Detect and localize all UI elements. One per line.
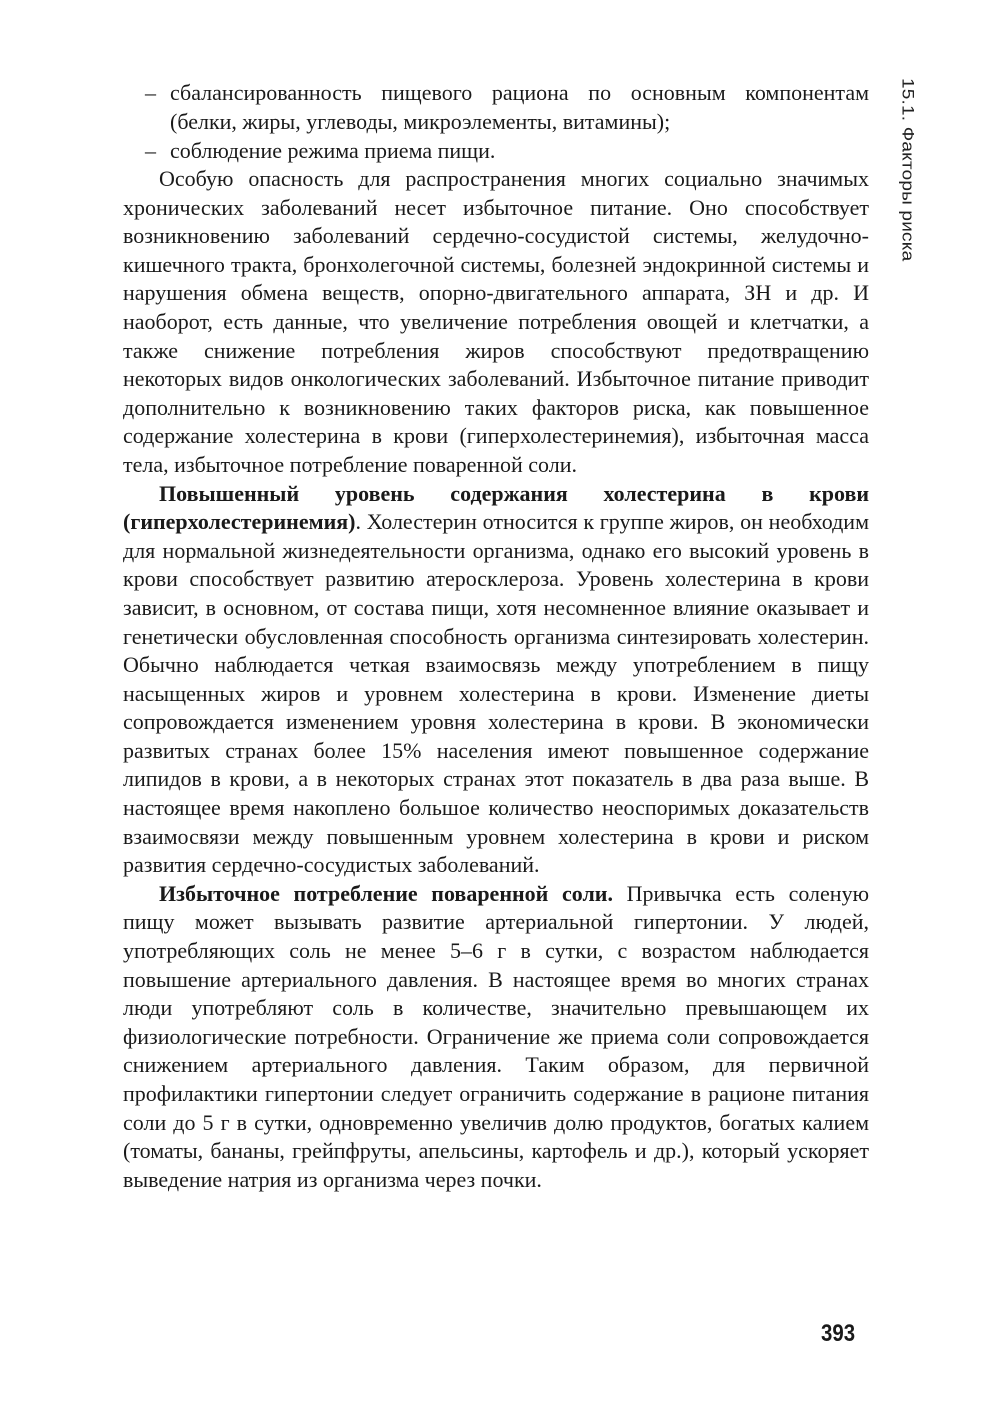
list-item-text: соблюдение режима приема пищи. — [170, 138, 496, 163]
list-item-text: сбалансированность пищевого рациона по основным компонентам (белки, жиры, углеводы, микроэлементы, витамины); — [170, 80, 869, 134]
list-item — [123, 78, 869, 136]
list-dash: – — [145, 138, 156, 163]
paragraph-overnutrition — [123, 165, 869, 480]
paragraph-salt — [123, 880, 869, 1195]
paragraph-text: Особую опасность для распространения многих социально значимых хронических заболеваний несет избыточное питание. Оно способствует возникновению заболеваний сердечно-сосудистой системы, желудочно-кишечного тракта, бронхолегочной системы, болезней эндокринной системы и нарушения обмена веществ, опорно-двигательного аппарата, ЗН и др. И наоборот, есть данные, что увеличение потребления овощей и клетчатки, а также снижение потребления жиров способствуют предотвращению некоторых видов онкологических заболеваний. Избыточное питание приводит дополнительно к возникновению таких факторов риска, как повышенное содержание холестерина в крови (гиперхолестеринемия), избыточная масса тела, избыточное потребление поваренной соли. — [123, 166, 869, 477]
paragraph-text: . Холестерин относится к группе жиров, он необходим для нормальной жизнедеятельности организма, однако его высокий уровень в крови способствует развитию атеросклероза. Уровень холестерина в крови зависит, в основном, от состава пищи, хотя несомненное влияние оказывает и генетически обусловленная способность организма синтезировать холестерин. Обычно наблюдается четкая взаимосвязь между употреблением в пищу насыщенных жиров и уровнем холестерина в крови. Изменение диеты сопровождается изменением уровня холестерина в крови. В экономически развитых странах более 15% населения имеют повышенное содержание липидов в крови, а в некоторых странах этот показатель в два раза выше. В настоящее время накоплено большое количество неоспоримых доказательств взаимосвязи между повышенным уровнем холестерина в крови и риском развития сердечно-сосудистых заболеваний. — [123, 509, 869, 878]
page-number: 393 — [821, 1320, 856, 1347]
paragraph-cholesterol — [123, 480, 869, 880]
list-dash: – — [145, 80, 156, 105]
list-item — [123, 136, 869, 165]
paragraph-lead: Повышенный уровень содержания холестерина в крови (гиперхолестеринемия) — [123, 480, 869, 535]
paragraph-text: Привычка есть соленую пищу может вызывать развитие артериальной гипертонии. У людей, употребляющих соль не менее 5–6 г в сутки, с возрастом наблюдается повышение артериального давления. В настоящее время во многих странах люди употребляют соль в количестве, значительно превышающем их физиологические потребности. Ограничение же приема соли сопровождается снижением артериального давления. Таким образом, для первичной профилактики гипертонии следует ограничить содержание в рационе питания соли до 5 г в сутки, одновременно увеличив долю продуктов, богатых калием (томаты, бананы, грейпфруты, апельсины, картофель и др.), который ускоряет выведение натрия из организма через почки. — [123, 880, 870, 1192]
page-body — [123, 78, 869, 1194]
paragraph-lead: Избыточное потребление поваренной соли. — [159, 880, 613, 906]
running-head: 15.1. Факторы риска — [898, 78, 916, 262]
